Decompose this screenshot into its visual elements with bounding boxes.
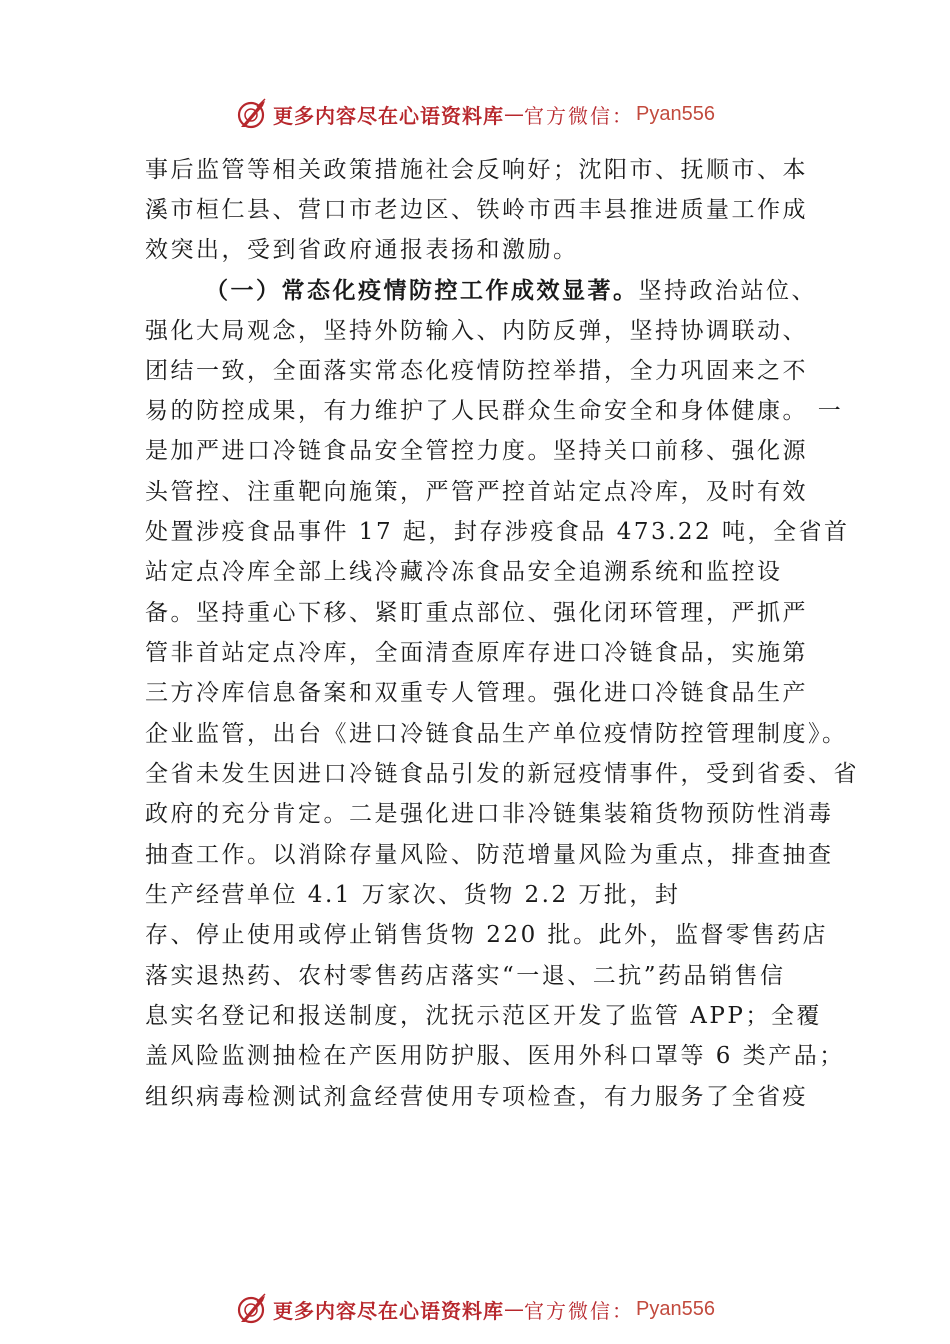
body-line: 头管控、注重靶向施策，严管严控首站定点冷库，及时有效 [145, 479, 808, 505]
banner-brand-text: 更多内容尽在心语资料库 [273, 1298, 505, 1323]
body-text: 坚持政治站位、 [638, 278, 817, 304]
body-line: 处置涉疫食品事件 17 起，封存涉疫食品 473.22 吨，全省首 [145, 519, 850, 545]
body-line: 抽查工作。以消除存量风险、防范增量风险为重点，排查抽查 [145, 842, 834, 868]
banner-wechat-label: 官方微信： [524, 103, 635, 128]
body-line: 备。坚持重心下移、紧盯重点部位、强化闭环管理，严抓严 [145, 600, 808, 626]
body-line: 息实名登记和报送制度，沈抚示范区开发了监管 APP；全覆 [145, 1003, 822, 1029]
quill-logo-icon [235, 97, 269, 131]
body-line: 落实退热药、农村零售药店落实“一退、二抗”药品销售信 [145, 963, 786, 989]
banner-wechat-id: Pyan556 [636, 102, 715, 125]
body-line: 全省未发生因进口冷链食品引发的新冠疫情事件，受到省委、省 [145, 761, 859, 787]
body-line: 政府的充分肯定。二是强化进口非冷链集装箱货物预防性消毒 [145, 801, 834, 827]
section-heading: （一）常态化疫情防控工作成效显著。 [205, 277, 639, 304]
body-line: 团结一致，全面落实常态化疫情防控举措，全力巩固来之不 [145, 358, 808, 384]
header-banner [0, 94, 950, 134]
section-heading-line [205, 270, 817, 311]
banner-brand-text: 更多内容尽在心语资料库 [273, 103, 505, 128]
body-line: 事后监管等相关政策措施社会反响好；沈阳市、抚顺市、本 [145, 157, 808, 183]
footer-banner [0, 1289, 950, 1329]
body-line: 三方冷库信息备案和双重专人管理。强化进口冷链食品生产 [145, 680, 808, 706]
body-line: 盖风险监测抽检在产医用防护服、医用外科口罩等 6 类产品； [145, 1043, 845, 1069]
banner-dash: — [504, 1297, 525, 1321]
body-line: 管非首站定点冷库，全面清查原库存进口冷链食品，实施第 [145, 640, 808, 666]
body-line: 强化大局观念，坚持外防输入、内防反弹，坚持协调联动、 [145, 318, 808, 344]
body-line: 存、停止使用或停止销售货物 220 批。此外，监督零售药店 [145, 922, 829, 948]
banner-wechat-label: 官方微信： [524, 1298, 635, 1323]
quill-logo-icon [235, 1292, 269, 1326]
body-line: 易的防控成果，有力维护了人民群众生命安全和身体健康。 一 [145, 398, 844, 424]
banner-dash: — [504, 102, 525, 126]
body-line: 溪市桓仁县、营口市老边区、铁岭市西丰县推进质量工作成 [145, 197, 808, 223]
body-line: 企业监管，出台《进口冷链食品生产单位疫情防控管理制度》。 [145, 721, 848, 747]
banner-wechat-id: Pyan556 [636, 1297, 715, 1320]
body-line: 生产经营单位 4.1 万家次、货物 2.2 万批，封 [145, 882, 681, 908]
body-line: 是加严进口冷链食品安全管控力度。坚持关口前移、强化源 [145, 438, 808, 464]
body-line: 组织病毒检测试剂盒经营使用专项检查，有力服务了全省疫 [145, 1084, 808, 1110]
body-line: 效突出，受到省政府通报表扬和激励。 [145, 237, 579, 263]
body-line: 站定点冷库全部上线冷藏冷冻食品安全追溯系统和监控设 [145, 559, 783, 585]
